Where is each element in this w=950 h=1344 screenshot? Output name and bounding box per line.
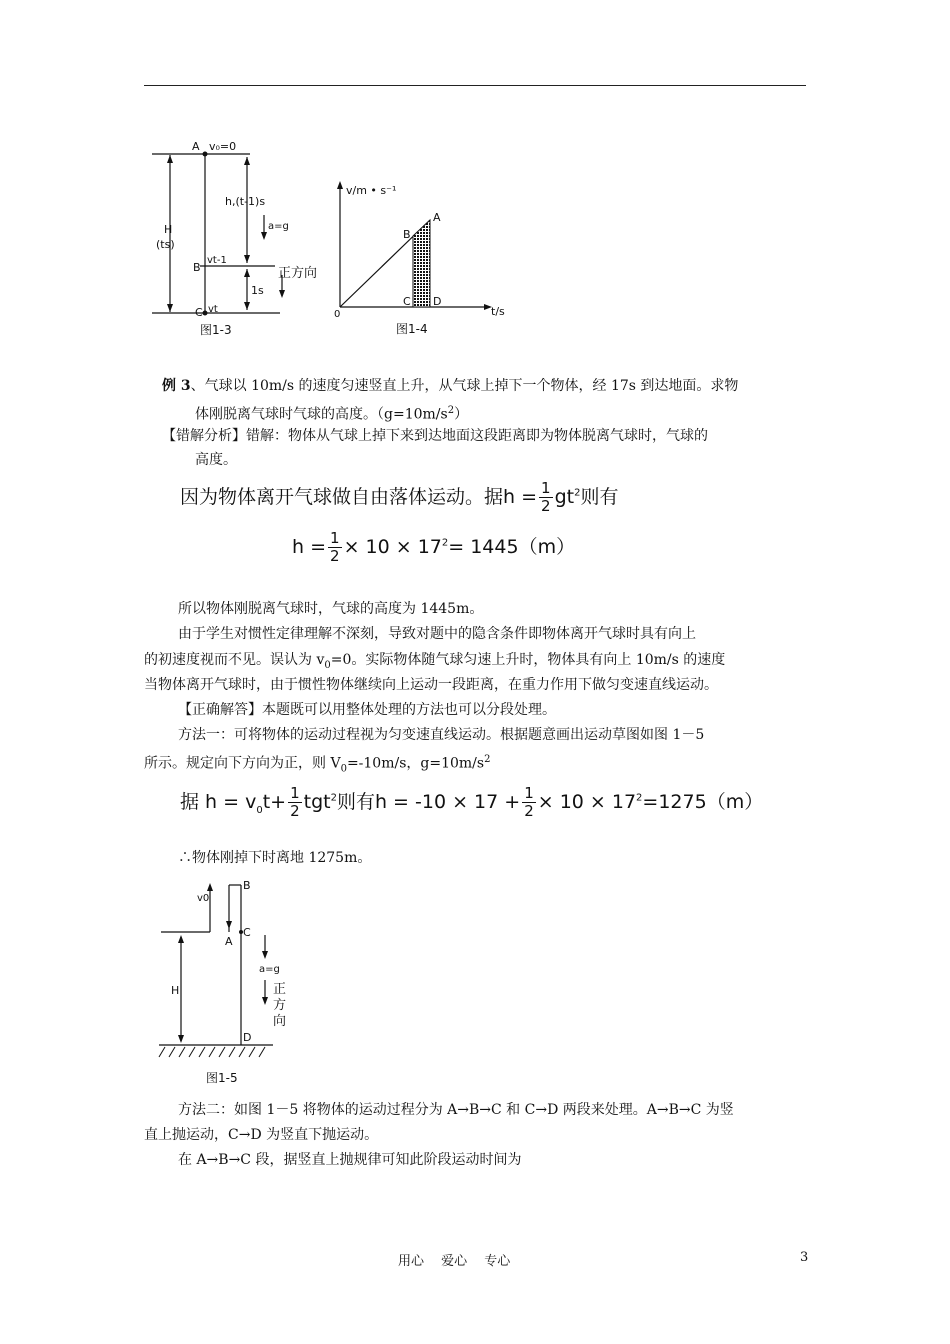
- formula-3-b: t+: [262, 791, 287, 813]
- formula-1445: [292, 530, 575, 565]
- fig15-dir-1: 正: [273, 982, 287, 997]
- therefore-line: ∴物体刚掉下时离地 1275m。: [178, 850, 372, 866]
- figure-1-4: [330, 175, 530, 340]
- fig15-label-c: C: [243, 926, 251, 939]
- frac-den: 2: [524, 802, 534, 820]
- fig14-label-d: D: [433, 295, 442, 308]
- wrong-analysis-line-1: 【错解分析】错解：物体从气球上掉下来到达地面这段距离即为物体脱离气球时，气球的: [162, 428, 708, 444]
- formula-3-d: 则有h = -10 × 17 +: [336, 791, 521, 813]
- formula-2-b: × 10 × 17: [343, 536, 442, 558]
- formula-2-c: = 1445（m）: [448, 536, 576, 558]
- wrong-para-1: 由于学生对惯性定律理解不深刻，导致对题中的隐含条件即物体离开气球时具有向上: [178, 626, 696, 642]
- fig14-y-axis: v/m • s⁻¹: [346, 184, 397, 197]
- fig13-label-a: A: [192, 140, 200, 153]
- frac-num: 1: [290, 784, 300, 802]
- method-2-line-2: 直上抛运动，C→D 为竖直下抛运动。: [144, 1127, 379, 1143]
- fig15-dir-3: 向: [273, 1014, 287, 1029]
- fig15-caption: 图1-5: [206, 1071, 238, 1085]
- fig15-accel: a=g: [259, 964, 280, 975]
- example-line-2: [195, 401, 468, 425]
- method-1-2b: =-10m/s，g=10m/s: [346, 755, 485, 772]
- fig13-vt: vt: [208, 304, 218, 315]
- fig13-height: H: [164, 223, 173, 236]
- figure-1-5: [155, 875, 305, 1090]
- formula-1-end: 则有: [580, 486, 619, 508]
- fig13-caption: 图1-3: [200, 323, 232, 337]
- formula-3-sup: 2: [330, 792, 337, 804]
- example-line-1: [162, 376, 738, 396]
- wrong-para-2: [144, 650, 725, 676]
- formula-1275: [180, 785, 763, 820]
- example-text-2: 体刚脱离气球时气球的高度。（g=10m/s: [195, 406, 448, 423]
- fig13-time: (ts): [156, 238, 175, 251]
- formula-1-sup: 2: [574, 487, 581, 499]
- formula-2-sup: 2: [441, 537, 449, 549]
- method-1-line-2: [144, 750, 490, 779]
- frac-num: 1: [330, 529, 340, 547]
- fig15-label-b: B: [243, 879, 251, 892]
- wrong-analysis-line-2: 高度。: [195, 452, 237, 468]
- frac-den: 2: [330, 547, 340, 565]
- frac-num: 1: [541, 479, 551, 497]
- fig13-accel: a=g: [268, 221, 289, 232]
- fig14-origin: 0: [334, 309, 341, 320]
- wrong-para-3: 当物体离开气球时，由于惯性物体继续向上运动一段距离，在重力作用下做匀变速直线运动。: [144, 677, 718, 693]
- fig13-label-c: C: [195, 306, 203, 319]
- formula-3-a: 据 h = v: [180, 791, 257, 813]
- example-title: 例 3: [162, 378, 191, 394]
- wrong-para-2-sub: 0: [324, 659, 331, 671]
- fig15-v0: v0: [197, 893, 210, 904]
- page-number: 3: [800, 1250, 809, 1265]
- formula-2-a: h =: [292, 536, 327, 558]
- fig13-v0: v₀=0: [209, 140, 237, 153]
- wrong-para-2a: 的初速度视而不见。误认为 v: [144, 652, 325, 668]
- formula-3-f: =1275（m）: [642, 791, 764, 813]
- method-2-line-3: 在 A→B→C 段，据竖直上抛规律可知此阶段运动时间为: [178, 1152, 522, 1168]
- footer-motto: 用心 爱心 专心: [398, 1254, 511, 1269]
- method-2-line-1: 方法二：如图 1－5 将物体的运动过程分为 A→B→C 和 C→D 两段来处理。A→B→C 为竖: [178, 1102, 734, 1118]
- fig13-direction: 正方向: [278, 266, 318, 281]
- fig14-label-a: A: [433, 211, 441, 224]
- formula-3-sup2: 2: [636, 792, 643, 804]
- example-sup: 2: [447, 405, 455, 416]
- fraction-half-4: [522, 785, 536, 820]
- formula-1-gt: gt: [554, 486, 575, 508]
- fig15-label-a: A: [225, 935, 233, 948]
- fraction-half-3: [288, 785, 302, 820]
- formula-free-fall: [180, 480, 618, 515]
- fraction-half-2: [328, 530, 342, 565]
- method-1-sub: 0: [340, 763, 347, 775]
- fig14-caption: 图1-4: [396, 322, 428, 336]
- wrong-conclusion: 所以物体刚脱离气球时，气球的高度为 1445m。: [178, 601, 484, 617]
- formula-3-sub: 0: [256, 804, 263, 816]
- example-text-2b: ）: [454, 406, 469, 423]
- fig13-seg-ab: h,(t-1)s: [225, 195, 266, 208]
- formula-1-text: 因为物体离开气球做自由落体运动。据h =: [180, 486, 538, 508]
- frac-den: 2: [541, 497, 551, 515]
- frac-den: 2: [290, 802, 300, 820]
- example-text-1: 气球以 10m/s 的速度匀速竖直上升，从气球上掉下一个物体，经 17s 到达地面。求物: [204, 378, 739, 394]
- figure-1-3: [145, 135, 318, 340]
- wrong-para-2b: =0。实际物体随气球匀速上升时，物体具有向上 10m/s 的速度: [330, 652, 726, 668]
- method-1-line-1: 方法一：可将物体的运动过程视为匀变速直线运动。根据题意画出运动草图如图 1－5: [178, 727, 705, 743]
- fig15-label-d: D: [243, 1031, 252, 1044]
- header-rule: [144, 85, 806, 86]
- fig15-dir-2: 方: [273, 998, 287, 1013]
- frac-num: 1: [524, 784, 534, 802]
- method-1-2a: 所示。规定向下方向为正，则 V: [144, 755, 341, 772]
- fig14-label-b: B: [403, 228, 411, 241]
- fig13-vt1: vt-1: [207, 255, 227, 266]
- formula-3-e: × 10 × 17: [537, 791, 637, 813]
- example-sep: 、: [190, 378, 205, 394]
- fig13-label-b: B: [193, 261, 201, 274]
- correct-answer-line: 【正确解答】本题既可以用整体处理的方法也可以分段处理。: [178, 702, 556, 718]
- formula-3-c: tgt: [303, 791, 331, 813]
- fig15-height: H: [171, 984, 180, 997]
- fig14-label-c: C: [403, 295, 411, 308]
- method-1-sup: 2: [484, 754, 491, 765]
- fraction-half: [539, 480, 553, 515]
- fig13-one-s: 1s: [251, 284, 264, 297]
- fig14-x-axis: t/s: [491, 305, 505, 318]
